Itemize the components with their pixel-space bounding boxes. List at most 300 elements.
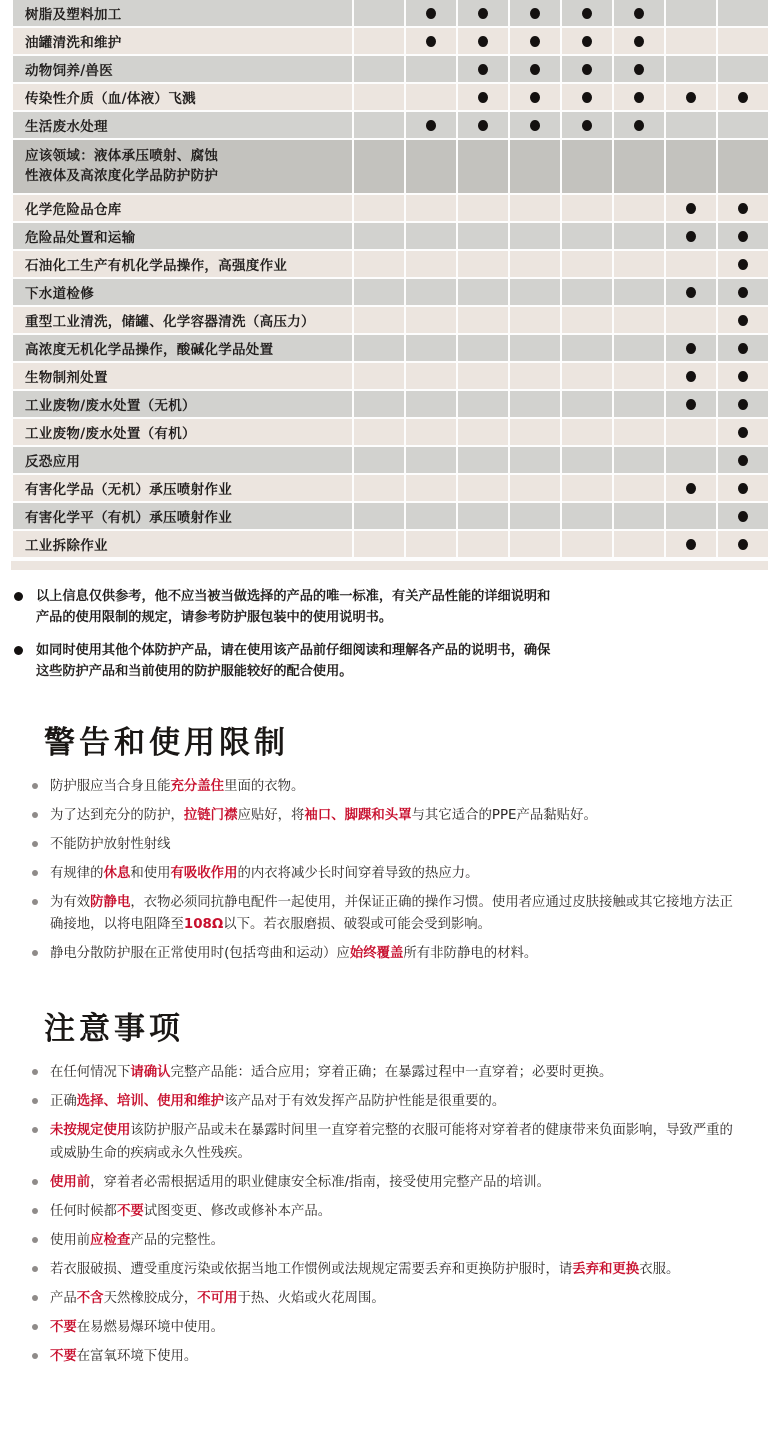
dot-icon	[634, 64, 644, 75]
row-label: 工业拆除作业	[12, 530, 353, 558]
dot-icon	[426, 315, 436, 326]
row-label: 石油化工生产有机化学品操作，高强度作业	[12, 250, 353, 278]
footnote-line1: 以上信息仅供参考，他不应当被当做选择的产品的唯一标准，有关产品性能的详细说明和	[36, 589, 551, 604]
dot-icon	[738, 231, 748, 242]
dot-icon	[582, 343, 592, 354]
body-text: 不能防护放射性射线	[50, 836, 171, 852]
cell-dot-filled	[509, 83, 561, 111]
cell-dot-empty	[613, 390, 665, 418]
bullet-icon	[14, 592, 23, 601]
cell-dot-filled	[665, 83, 717, 111]
highlighted-text: 请确认	[130, 1065, 171, 1081]
bottom-spacer	[0, 1375, 779, 1431]
cell-dot-filled	[561, 55, 613, 83]
dot-icon	[478, 231, 488, 242]
highlighted-text: 108Ω	[183, 917, 224, 933]
row-label: 生物制剂处置	[12, 362, 353, 390]
cell-dot-empty	[561, 418, 613, 446]
body-text: 在易燃易爆环境中使用。	[76, 1320, 225, 1336]
warning-item	[30, 805, 746, 827]
cell-dot-empty	[613, 306, 665, 334]
dot-icon	[582, 92, 592, 103]
dot-icon	[426, 427, 436, 438]
footnote-line2: 这些防护产品和当前使用的防护服能较好的配合使用。	[36, 664, 353, 680]
cell-dot-filled	[613, 111, 665, 139]
dot-icon	[426, 455, 436, 466]
body-text: 里面的衣物。	[224, 778, 305, 794]
dot-icon	[738, 92, 748, 103]
cell-dot-filled	[613, 27, 665, 55]
dot-icon	[686, 455, 696, 466]
body-text: 完整产品能：适合应用；穿着正确；在暴露过程中一直穿着；必要时更换。	[170, 1065, 613, 1081]
highlighted-text: 不含	[76, 1291, 104, 1307]
cell-dot-empty	[665, 418, 717, 446]
body-text: 的内衣将减少长时间穿着导致的热应力。	[237, 865, 479, 881]
cell-dot-empty	[405, 55, 457, 83]
table-row	[12, 306, 769, 334]
dot-icon	[530, 231, 540, 242]
cell-dot-filled	[717, 390, 769, 418]
dot-icon	[582, 427, 592, 438]
dot-icon	[374, 315, 384, 326]
warning-section-heading: 警告和使用限制	[44, 724, 289, 761]
cell-dot-filled	[405, 27, 457, 55]
caution-item	[30, 1172, 746, 1194]
dot-icon	[738, 399, 748, 410]
cell-dot-empty	[457, 334, 509, 362]
cell-dot-filled	[509, 55, 561, 83]
body-text: ，衣物必须同抗静电配件一起使用，并保证正确的操作习惯。使用者应通过皮肤接触或其它接地方法正确接地，以将电阻降至	[50, 894, 733, 933]
caution-item	[30, 1259, 746, 1281]
cell-dot-filled	[457, 27, 509, 55]
cell-dot-empty	[613, 250, 665, 278]
dot-icon	[582, 8, 592, 19]
cell-dot-empty	[405, 418, 457, 446]
caution-item	[30, 1091, 746, 1113]
cell-dot-empty	[717, 27, 769, 55]
highlighted-text: 使用前	[50, 1174, 91, 1190]
caution-item	[30, 1288, 746, 1310]
cell-dot-filled	[509, 111, 561, 139]
dot-icon	[426, 64, 436, 75]
bullet-icon	[32, 1127, 38, 1133]
dot-icon	[582, 36, 592, 47]
dot-icon	[478, 399, 488, 410]
dot-icon	[582, 483, 592, 494]
cell-dot-empty	[405, 139, 457, 194]
bullet-icon	[32, 841, 38, 847]
cell-dot-filled	[717, 474, 769, 502]
cell-dot-filled	[405, 0, 457, 27]
cell-dot-empty	[353, 306, 405, 334]
highlighted-text: 选择、培训、使用和维护	[76, 1094, 225, 1110]
dot-icon	[634, 8, 644, 19]
dot-icon	[478, 203, 488, 214]
cell-dot-empty	[353, 334, 405, 362]
table-row	[12, 390, 769, 418]
dot-icon	[426, 539, 436, 550]
table-row	[12, 278, 769, 306]
cell-dot-filled	[509, 27, 561, 55]
dot-icon	[582, 511, 592, 522]
dot-icon	[634, 315, 644, 326]
cell-dot-empty	[457, 362, 509, 390]
cell-dot-empty	[457, 530, 509, 558]
dot-icon	[634, 120, 644, 131]
dot-icon	[738, 64, 748, 75]
section-header-line2: 性液体及高浓度化学品防护防护	[25, 167, 219, 184]
cell-dot-empty	[509, 418, 561, 446]
row-label: 油罐清洗和维护	[12, 27, 353, 55]
cell-dot-empty	[405, 278, 457, 306]
cell-dot-empty	[457, 474, 509, 502]
highlighted-text: 充分盖住	[170, 778, 225, 794]
dot-icon	[530, 36, 540, 47]
highlighted-text: 应检查	[90, 1232, 131, 1248]
dot-icon	[738, 287, 748, 298]
dot-icon	[426, 203, 436, 214]
footnote-line1: 如同时使用其他个体防护产品，请在使用该产品前仔细阅读和理解各产品的说明书，确保	[36, 642, 551, 658]
bullet-icon	[32, 1098, 38, 1104]
cell-dot-empty	[665, 502, 717, 530]
cell-dot-empty	[353, 250, 405, 278]
dot-icon	[686, 399, 696, 410]
bullet-icon	[14, 646, 23, 655]
bullet-icon	[32, 870, 38, 876]
cell-dot-empty	[665, 139, 717, 194]
table-row	[12, 55, 769, 83]
cell-dot-empty	[561, 139, 613, 194]
dot-icon	[478, 287, 488, 298]
dot-icon	[426, 259, 436, 270]
cell-dot-empty	[353, 222, 405, 250]
dot-icon	[686, 287, 696, 298]
cell-dot-empty	[509, 278, 561, 306]
dot-icon	[686, 203, 696, 214]
dot-icon	[426, 343, 436, 354]
cell-dot-filled	[717, 362, 769, 390]
body-text: 天然橡胶成分，	[103, 1291, 198, 1307]
cell-dot-filled	[665, 474, 717, 502]
dot-icon	[426, 92, 436, 103]
dot-icon	[634, 287, 644, 298]
cell-dot-empty	[457, 418, 509, 446]
cell-dot-empty	[509, 502, 561, 530]
dot-icon	[634, 399, 644, 410]
dot-icon	[530, 8, 540, 19]
dot-icon	[374, 8, 384, 19]
table-row	[12, 83, 769, 111]
cell-dot-empty	[353, 446, 405, 474]
body-text: 为有效	[50, 894, 91, 910]
cell-dot-empty	[405, 306, 457, 334]
body-text: 和使用	[130, 865, 171, 881]
dot-icon	[738, 36, 748, 47]
dot-icon	[738, 259, 748, 270]
dot-icon	[634, 203, 644, 214]
cell-dot-empty	[353, 418, 405, 446]
table-row	[12, 250, 769, 278]
cell-dot-filled	[665, 362, 717, 390]
cell-dot-filled	[717, 222, 769, 250]
row-label: 反恐应用	[12, 446, 353, 474]
cell-dot-empty	[509, 222, 561, 250]
cell-dot-empty	[613, 530, 665, 558]
cell-dot-filled	[717, 530, 769, 558]
body-text: 有规律的	[50, 865, 104, 881]
cell-dot-filled	[457, 55, 509, 83]
cell-dot-empty	[717, 139, 769, 194]
dot-icon	[374, 511, 384, 522]
caution-item	[30, 1201, 746, 1223]
body-text: 试图变更、修改或修补本产品。	[143, 1203, 332, 1219]
dot-icon	[738, 203, 748, 214]
cell-dot-filled	[717, 334, 769, 362]
cell-dot-empty	[613, 194, 665, 222]
cell-dot-filled	[613, 0, 665, 27]
dot-icon	[634, 259, 644, 270]
dot-icon	[478, 315, 488, 326]
cell-dot-empty	[405, 474, 457, 502]
cell-dot-empty	[561, 194, 613, 222]
dot-icon	[686, 231, 696, 242]
dot-icon	[530, 287, 540, 298]
cell-dot-empty	[561, 530, 613, 558]
dot-icon	[478, 371, 488, 382]
cell-dot-empty	[457, 502, 509, 530]
cell-dot-empty	[561, 278, 613, 306]
cell-dot-filled	[561, 111, 613, 139]
cell-dot-empty	[665, 446, 717, 474]
caution-section-heading: 注意事项	[44, 1011, 184, 1048]
dot-icon	[738, 511, 748, 522]
row-label: 有害化学平（有机）承压喷射作业	[12, 502, 353, 530]
cell-dot-empty	[613, 334, 665, 362]
dot-icon	[738, 8, 748, 19]
cell-dot-empty	[353, 362, 405, 390]
warning-item	[30, 834, 746, 856]
dot-icon	[426, 483, 436, 494]
row-label: 重型工业清洗，储罐、化学容器清洗（高压力）	[12, 306, 353, 334]
bullet-icon	[32, 1179, 38, 1185]
caution-item	[30, 1120, 746, 1164]
dot-icon	[374, 287, 384, 298]
warning-item	[30, 776, 746, 798]
warning-item	[30, 863, 746, 885]
dot-icon	[686, 36, 696, 47]
caution-item	[30, 1317, 746, 1339]
cell-dot-empty	[509, 250, 561, 278]
cell-dot-empty	[665, 55, 717, 83]
table-row	[12, 0, 769, 27]
cell-dot-empty	[613, 139, 665, 194]
cell-dot-empty	[509, 194, 561, 222]
dot-icon	[478, 427, 488, 438]
body-text: 在任何情况下	[50, 1065, 131, 1081]
highlighted-text: 拉链门襟	[183, 807, 238, 823]
highlighted-text: 不可用	[197, 1291, 238, 1307]
dot-icon	[686, 371, 696, 382]
row-label: 工业废物/废水处置（有机）	[12, 418, 353, 446]
dot-icon	[530, 315, 540, 326]
highlighted-text: 有吸收作用	[170, 865, 238, 881]
body-text: 静电分散防护服在正常使用时(包括弯曲和运动）应	[50, 946, 350, 962]
cell-dot-empty	[405, 222, 457, 250]
cell-dot-empty	[405, 334, 457, 362]
bullet-icon	[32, 1266, 38, 1272]
cell-dot-filled	[665, 530, 717, 558]
bullet-icon	[32, 1295, 38, 1301]
dot-icon	[738, 427, 748, 438]
cell-dot-empty	[353, 194, 405, 222]
section-header-label	[12, 139, 353, 194]
cell-dot-filled	[613, 83, 665, 111]
cell-dot-empty	[561, 334, 613, 362]
cell-dot-empty	[405, 530, 457, 558]
table-row	[12, 474, 769, 502]
row-label: 危险品处置和运输	[12, 222, 353, 250]
cell-dot-empty	[353, 27, 405, 55]
bullet-icon	[32, 1324, 38, 1330]
cell-dot-filled	[717, 194, 769, 222]
dot-icon	[426, 399, 436, 410]
cell-dot-filled	[717, 278, 769, 306]
cell-dot-empty	[457, 446, 509, 474]
dot-icon	[478, 64, 488, 75]
body-text: 该防护服产品或未在暴露时间里一直穿着完整的衣服可能将对穿着者的健康带来负面影响，导致严重的或威胁生命的疾病或永久性残疾。	[50, 1123, 733, 1161]
table-row	[12, 334, 769, 362]
cell-dot-filled	[717, 446, 769, 474]
body-text: 以下。若衣服磨损、破裂或可能会受到影响。	[223, 917, 492, 933]
dot-icon	[478, 455, 488, 466]
dot-icon	[478, 511, 488, 522]
dot-icon	[582, 259, 592, 270]
dot-icon	[374, 231, 384, 242]
cell-dot-empty	[561, 250, 613, 278]
dot-icon	[426, 120, 436, 131]
cell-dot-empty	[405, 446, 457, 474]
row-label: 树脂及塑料加工	[12, 0, 353, 27]
highlighted-text: 袖口、脚踝和头罩	[304, 807, 412, 823]
highlighted-text: 不要	[116, 1203, 144, 1219]
body-text: 防护服应当合身且能	[50, 778, 171, 794]
bullet-icon	[32, 812, 38, 818]
body-text: 使用前	[50, 1232, 91, 1248]
dot-icon	[426, 36, 436, 47]
footnote-line2: 产品的使用限制的规定，请参考防护服包装中的使用说明书。	[36, 610, 393, 626]
cell-dot-empty	[665, 27, 717, 55]
cell-dot-empty	[353, 530, 405, 558]
dot-icon	[634, 539, 644, 550]
dot-icon	[582, 203, 592, 214]
body-text: ，穿着者必需根据适用的职业健康安全标准/指南，接受使用完整产品的培训。	[90, 1174, 550, 1190]
dot-icon	[478, 8, 488, 19]
dot-icon	[530, 343, 540, 354]
dot-icon	[634, 36, 644, 47]
table-row	[12, 418, 769, 446]
highlighted-text: 未按规定使用	[50, 1123, 131, 1139]
body-text: 在富氧环境下使用。	[76, 1349, 198, 1365]
cell-dot-empty	[561, 502, 613, 530]
body-text: 任何时候都	[50, 1203, 117, 1219]
cell-dot-empty	[353, 139, 405, 194]
cell-dot-empty	[457, 278, 509, 306]
cell-dot-empty	[613, 474, 665, 502]
dot-icon	[374, 92, 384, 103]
table-row	[12, 27, 769, 55]
dot-icon	[478, 343, 488, 354]
footnote-item	[14, 586, 734, 629]
highlighted-text: 丢弃和更换	[572, 1262, 640, 1278]
cell-dot-filled	[561, 83, 613, 111]
dot-icon	[686, 8, 696, 19]
table-row	[12, 111, 769, 139]
body-text: 衣服。	[639, 1262, 680, 1278]
dot-icon	[374, 120, 384, 131]
dot-icon	[582, 231, 592, 242]
dot-icon	[426, 8, 436, 19]
bullet-icon	[32, 1353, 38, 1359]
dot-icon	[530, 64, 540, 75]
cell-dot-empty	[353, 390, 405, 418]
row-label: 下水道检修	[12, 278, 353, 306]
dot-icon	[738, 483, 748, 494]
table-row	[12, 502, 769, 530]
caution-item	[30, 1346, 746, 1368]
cell-dot-empty	[405, 502, 457, 530]
dot-icon	[582, 539, 592, 550]
dot-icon	[634, 511, 644, 522]
cell-dot-empty	[561, 222, 613, 250]
dot-icon	[530, 203, 540, 214]
warning-item	[30, 892, 746, 936]
bullet-icon	[32, 783, 38, 789]
table-row	[12, 222, 769, 250]
row-label: 高浓度无机化学品操作，酸碱化学品处置	[12, 334, 353, 362]
dot-icon	[374, 399, 384, 410]
cell-dot-filled	[457, 0, 509, 27]
body-text: 与其它适合的PPE产品黏贴好。	[411, 807, 597, 823]
dot-icon	[530, 511, 540, 522]
dot-icon	[582, 371, 592, 382]
cell-dot-filled	[405, 111, 457, 139]
dot-icon	[738, 539, 748, 550]
table-row	[12, 194, 769, 222]
body-text: 所有非防静电的材料。	[403, 946, 538, 962]
cell-dot-filled	[717, 418, 769, 446]
caution-bullet-list	[30, 1062, 746, 1368]
cell-dot-filled	[665, 194, 717, 222]
warning-bullet-list	[30, 776, 746, 966]
dot-icon	[634, 343, 644, 354]
dot-icon	[426, 231, 436, 242]
highlighted-text: 休息	[103, 865, 131, 881]
cell-dot-empty	[405, 390, 457, 418]
dot-icon	[374, 483, 384, 494]
cell-dot-empty	[613, 362, 665, 390]
dot-icon	[530, 371, 540, 382]
dot-icon	[634, 455, 644, 466]
cell-dot-empty	[509, 334, 561, 362]
cell-dot-empty	[509, 362, 561, 390]
dot-icon	[478, 483, 488, 494]
body-text: 应贴好，将	[237, 807, 305, 823]
cell-dot-empty	[457, 390, 509, 418]
dot-icon	[530, 120, 540, 131]
bullet-icon	[32, 899, 38, 905]
dot-icon	[426, 511, 436, 522]
cell-dot-empty	[353, 111, 405, 139]
